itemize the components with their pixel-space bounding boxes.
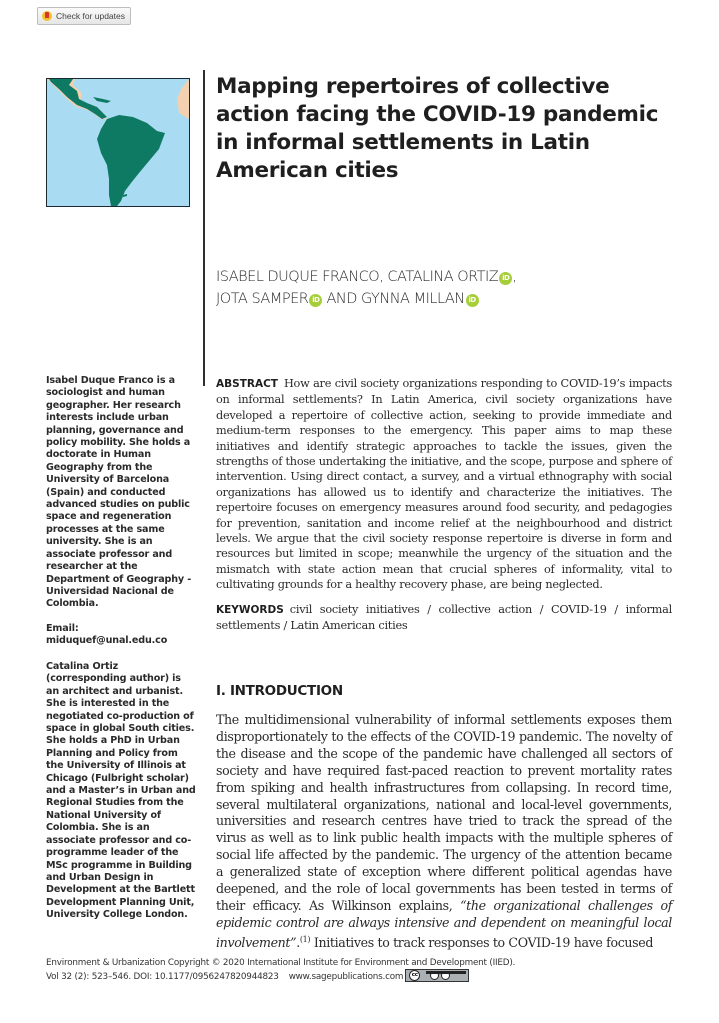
intro-punct: . — [296, 934, 300, 950]
map-land-caribbean — [93, 97, 111, 103]
abstract — [216, 376, 672, 593]
keywords — [216, 602, 672, 634]
abstract-label: ABSTRACT — [216, 378, 278, 390]
website-link[interactable]: www.sagepublications.com — [288, 972, 404, 982]
orcid-icon[interactable]: iD — [309, 294, 322, 307]
author-name-millan: AND GYNNA MILLAN — [322, 291, 465, 307]
author-separator: , — [512, 269, 517, 285]
latin-america-map — [46, 78, 190, 207]
citation-line — [46, 969, 606, 983]
cc-circle-icon: cc — [409, 970, 420, 981]
orcid-icon[interactable]: iD — [499, 272, 512, 285]
footnote-ref[interactable]: (1) — [299, 934, 311, 944]
section-heading-introduction: I. INTRODUCTION — [216, 683, 343, 699]
page-footer — [46, 957, 606, 983]
abstract-text: How are civil society organizations responding to COVID-19’s impacts on informal settlements? In Latin America, civil society organizations have developed a repertoire of collective action, seeking to provide immediate and medium-term responses to the emergency. This paper aims to map these initiatives and identify strategic approaches to tackle the issues, given the strengths of those undertaking the initiative, and the scope, purpose and sphere of intervention. Using direct contact, a survey, and a virtual ethnography with social organizations has allowed us to identify and characterize the initiatives. The repertoire focuses on emergency measures around food security, and pedagogies for prevention, sanitation and income relief at the neighbourhood and district levels. We argue that the civil society response repertoire is diverse in form and resources but limited in scope; meanwhile the urgency of the situation and the mismatch with state action mean that crucial spheres of informality, vital to cultivating grounds for a healthy recovery phase, are being neglected. — [216, 377, 672, 592]
orcid-icon[interactable]: iD — [466, 294, 479, 307]
bio-text: Catalina Ortiz (corresponding author) is an architect and urbanist. She is interested in the negotiated co-production of space in global South cities. She holds a PhD in Urban Planning and Policy from the University of Illinois at Chicago (Fulbright scholar) and a Master’s in Urban and Regional Studies from the National University of Colombia. She is an associate professor and co-programme leader of the MSc programme in Building and Urban Design in Development at the Bartlett Development Planning Unit, University College London. — [46, 661, 196, 921]
map-land-africa — [177, 79, 189, 119]
keywords-text: civil society initiatives / collective action / COVID-19 / informal settlements / Latin American cities — [216, 603, 672, 633]
license-bar — [426, 971, 466, 974]
bio-text: Isabel Duque Franco is a sociologist and human geographer. Her research interests include urban planning, governance and policy mobility. She holds a doctorate in Human Geography from the University of Barcelona (Spain) and conducted advanced studies on public space and regeneration processes at the same university. She is an associate professor and researcher at the Department of Geography - Universidad Nacional de Colombia. — [46, 375, 192, 610]
author-bio-duque — [46, 375, 196, 611]
bookmark-icon — [42, 11, 52, 21]
map-graphic — [47, 79, 189, 206]
author-names-1: ISABEL DUQUE FRANCO, CATALINA ORTIZ — [216, 269, 499, 285]
email-link[interactable]: Email: miduquef@unal.edu.co — [46, 623, 168, 647]
author-name-samper: JOTA SAMPER — [216, 291, 309, 307]
copyright-line: Environment & Urbanization Copyright © 2020 International Institute for Environment and Development (IIED). — [46, 958, 516, 968]
author-bio-ortiz — [46, 661, 196, 922]
check-for-updates-button[interactable] — [37, 7, 131, 25]
introduction-paragraph — [216, 712, 672, 952]
check-for-updates-label: Check for updates — [56, 11, 125, 21]
citation-text: Vol 32 (2): 523–546. DOI: 10.1177/0956247820944823 — [46, 972, 279, 982]
vertical-rule — [203, 70, 205, 386]
keywords-label: KEYWORDS — [216, 604, 284, 616]
article-title: Mapping repertoires of collective action facing the COVID-19 pandemic in informal settlements in Latin American cities — [216, 74, 659, 183]
author-list — [216, 266, 686, 310]
author-email — [46, 623, 196, 648]
cc-by-nc-icon[interactable] — [405, 969, 469, 982]
intro-text-continued: Initiatives to track responses to COVID-19 have focused — [310, 934, 654, 950]
map-land-south-america — [97, 115, 165, 206]
intro-text: The multidimensional vulnerability of informal settlements exposes them disproportionately to the effects of the COVID-19 pandemic. The novelty of the disease and the scope of the pandemic have challenged all sectors of society and have required fast-paced reaction to prevent mortality rates from spiking and health infrastructures from collapsing. In record time, several multilateral organizations, national and local-level governments, universities and research centres have tried to track the spread of the virus as well as to link public health impacts with the multiple spheres of social life affected by the pandemic. The urgency of the attention became a generalized state of exception where different political agendas have deepened, and the role of local governments has been tested in terms of their efficacy. As Wilkinson explains, — [216, 712, 672, 913]
wilkinson-quote: “the organizational challenges of epidemic control are always intensive and dependent on meaningful local involvement” — [216, 897, 673, 950]
